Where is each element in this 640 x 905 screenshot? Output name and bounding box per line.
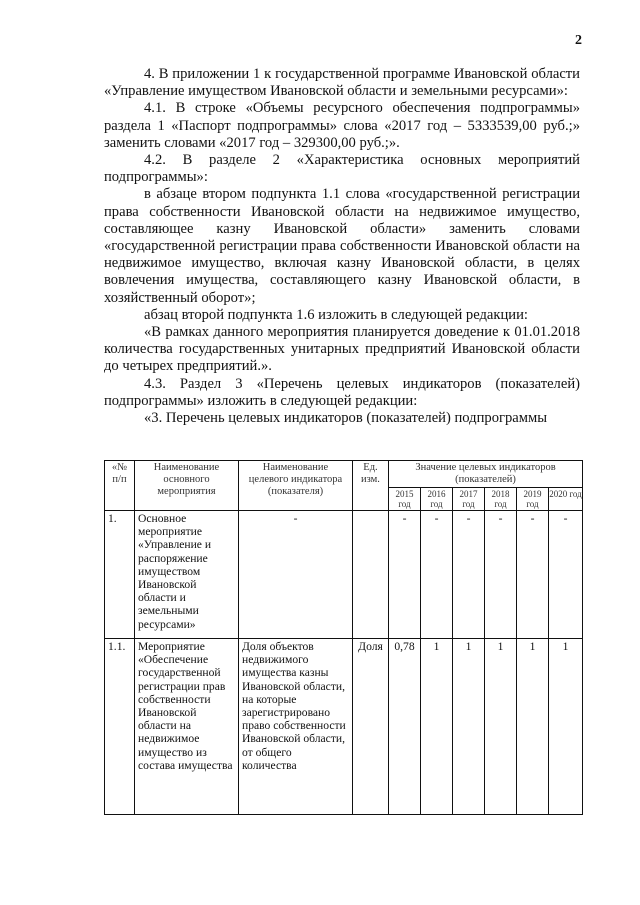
row-value: 1 bbox=[421, 639, 453, 815]
row-value: 1 bbox=[517, 639, 549, 815]
paragraph-4-2-c: «В рамках данного мероприятия планируется доведение к 01.01.2018 количества государственных унитарных предприятий Ивановской области до четырех предприятий.». bbox=[104, 324, 580, 375]
row-indicator: - bbox=[239, 511, 353, 639]
paragraph-4-2: 4.2. В разделе 2 «Характеристика основных мероприятий подпрограммы»: bbox=[104, 152, 580, 186]
paragraph-4-3: 4.3. Раздел 3 «Перечень целевых индикаторов (показателей) подпрограммы» изложить в следующей редакции: bbox=[104, 375, 580, 409]
header-year: 2016 год bbox=[421, 488, 453, 511]
row-value: - bbox=[485, 511, 517, 639]
header-year: 2020 год bbox=[549, 488, 583, 511]
row-activity: Основное мероприятие «Управление и распоряжение имуществом Ивановской области и земельными ресурсами» bbox=[135, 511, 239, 639]
header-unit: Ед. изм. bbox=[353, 461, 389, 511]
header-num: «№ п/п bbox=[105, 461, 135, 511]
paragraph-4-1: 4.1. В строке «Объемы ресурсного обеспечения подпрограммы» раздела 1 «Паспорт подпрограммы» слова «2017 год – 5333539,00 руб.;» заменить словами «2017 год – 329300,00 руб.;». bbox=[104, 100, 580, 151]
row-unit bbox=[353, 511, 389, 639]
header-year: 2017 год bbox=[453, 488, 485, 511]
row-activity: Мероприятие «Обеспечение государственной регистрации прав собственности Ивановской области на недвижимое имущество из состава имущества bbox=[135, 639, 239, 815]
document-body bbox=[104, 66, 580, 427]
row-value: - bbox=[421, 511, 453, 639]
table-header-row bbox=[105, 461, 583, 488]
paragraph-4-3-a: «3. Перечень целевых индикаторов (показателей) подпрограммы bbox=[144, 410, 548, 427]
row-num: 1.1. bbox=[105, 639, 135, 815]
row-value: 1 bbox=[453, 639, 485, 815]
row-value: 0,78 bbox=[389, 639, 421, 815]
row-value: 1 bbox=[549, 639, 583, 815]
indicators-table bbox=[104, 460, 583, 815]
page-number: 2 bbox=[575, 33, 582, 48]
row-value: - bbox=[389, 511, 421, 639]
header-activity: Наименование основного мероприятия bbox=[135, 461, 239, 511]
header-year: 2015 год bbox=[389, 488, 421, 511]
row-value: 1 bbox=[485, 639, 517, 815]
row-value: - bbox=[549, 511, 583, 639]
paragraph-4: 4. В приложении 1 к государственной программе Ивановской области «Управление имуществом Ивановской области и земельными ресурсами»: bbox=[104, 66, 580, 100]
header-year: 2019 год bbox=[517, 488, 549, 511]
row-indicator: Доля объектов недвижимого имущества казны Ивановской области, на которые зарегистрировано право собственности Ивановской области, от общего количества bbox=[239, 639, 353, 815]
paragraph-4-2-a: в абзаце втором подпункта 1.1 слова «государственной регистрации права собственности Ивановской области на недвижимое имущество, составляющее казну Ивановской области» заменить словами «государственной регистрации права собственности Ивановской области на недвижимое имущество, включая казну Ивановской области, в целях вовлечения имущества, составляющего казну Ивановской области, в хозяйственный оборот»; bbox=[104, 186, 580, 306]
row-value: - bbox=[453, 511, 485, 639]
row-num: 1. bbox=[105, 511, 135, 639]
paragraph-4-2-b: абзац второй подпункта 1.6 изложить в следующей редакции: bbox=[144, 306, 528, 323]
row-unit: Доля bbox=[353, 639, 389, 815]
header-year: 2018 год bbox=[485, 488, 517, 511]
header-values-group: Значение целевых индикаторов (показателей) bbox=[389, 461, 583, 488]
table-row bbox=[105, 511, 583, 639]
table-row bbox=[105, 639, 583, 815]
row-value: - bbox=[517, 511, 549, 639]
header-indicator: Наименование целевого индикатора (показателя) bbox=[239, 461, 353, 511]
